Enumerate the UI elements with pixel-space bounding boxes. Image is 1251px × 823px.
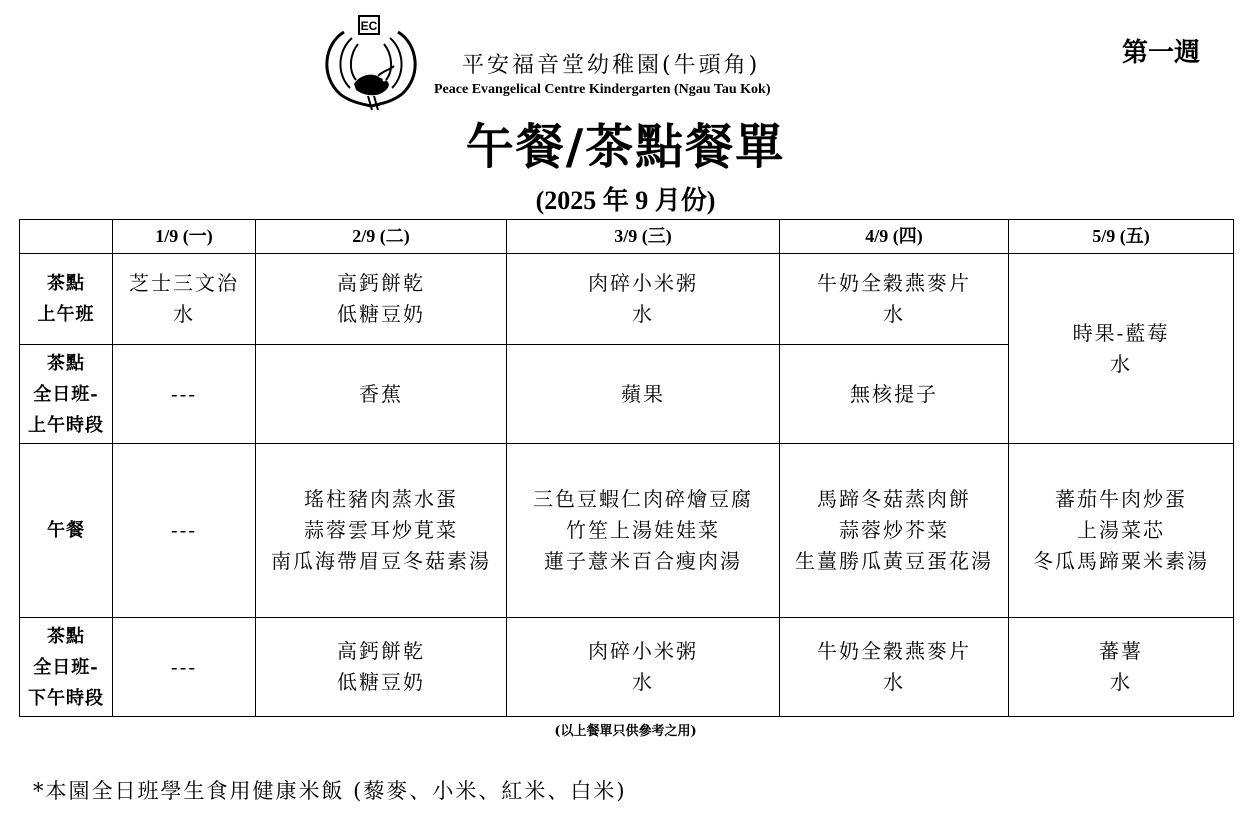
day-header: 2/9 (二)	[256, 220, 507, 254]
row-label: 茶點 全日班- 下午時段	[20, 618, 113, 717]
school-name-english: Peace Evangelical Centre Kindergarten (Ngau Tau Kok)	[434, 82, 771, 97]
school-name-chinese: 平安福音堂幼稚園(牛頭角)	[462, 53, 761, 78]
menu-cell: ---	[113, 345, 256, 444]
menu-cell: 肉碎小米粥 水	[507, 618, 780, 717]
school-logo-icon	[316, 14, 426, 114]
day-header: 4/9 (四)	[780, 220, 1009, 254]
menu-cell: 瑤柱豬肉蒸水蛋 蒜蓉雲耳炒莧菜 南瓜海帶眉豆冬菇素湯	[256, 444, 507, 618]
menu-cell-merged: 時果-藍莓 水	[1009, 254, 1234, 444]
row-label: 茶點 上午班	[20, 254, 113, 345]
menu-cell: ---	[113, 444, 256, 618]
menu-cell: 香蕉	[256, 345, 507, 444]
row-label: 午餐	[20, 444, 113, 618]
menu-cell: 蕃茄牛肉炒蛋 上湯菜芯 冬瓜馬蹄粟米素湯	[1009, 444, 1234, 618]
menu-cell: 蘋果	[507, 345, 780, 444]
table-header-row	[20, 220, 1234, 254]
menu-table	[19, 219, 1234, 717]
menu-cell: 芝士三文治 水	[113, 254, 256, 345]
day-header: 3/9 (三)	[507, 220, 780, 254]
menu-cell: 高鈣餅乾 低糖豆奶	[256, 618, 507, 717]
table-row	[20, 618, 1234, 717]
row-label: 茶點 全日班- 上午時段	[20, 345, 113, 444]
week-label: 第一週	[1122, 38, 1201, 68]
menu-cell: 無核提子	[780, 345, 1009, 444]
page-title: 午餐/茶點餐單	[465, 119, 786, 175]
menu-cell: 高鈣餅乾 低糖豆奶	[256, 254, 507, 345]
corner-cell	[20, 220, 113, 254]
menu-cell: 牛奶全穀燕麥片 水	[780, 254, 1009, 345]
logo-text: EC	[360, 19, 378, 33]
menu-cell: 蕃薯 水	[1009, 618, 1234, 717]
table-row	[20, 254, 1234, 345]
day-header: 1/9 (一)	[113, 220, 256, 254]
menu-cell: 牛奶全穀燕麥片 水	[780, 618, 1009, 717]
table-row	[20, 444, 1234, 618]
menu-cell: 肉碎小米粥 水	[507, 254, 780, 345]
day-header: 5/9 (五)	[1009, 220, 1234, 254]
menu-cell: ---	[113, 618, 256, 717]
menu-cell: 三色豆蝦仁肉碎燴豆腐 竹笙上湯娃娃菜 蓮子薏米百合瘦肉湯	[507, 444, 780, 618]
rice-footnote: *本園全日班學生食用健康米飯 (藜麥、小米、紅米、白米)	[33, 779, 627, 803]
month-label: (2025 年 9 月份)	[535, 186, 716, 215]
menu-cell: 馬蹄冬菇蒸肉餅 蒜蓉炒芥菜 生薑勝瓜黃豆蛋花湯	[780, 444, 1009, 618]
reference-note: (以上餐單只供參考之用)	[554, 724, 697, 739]
